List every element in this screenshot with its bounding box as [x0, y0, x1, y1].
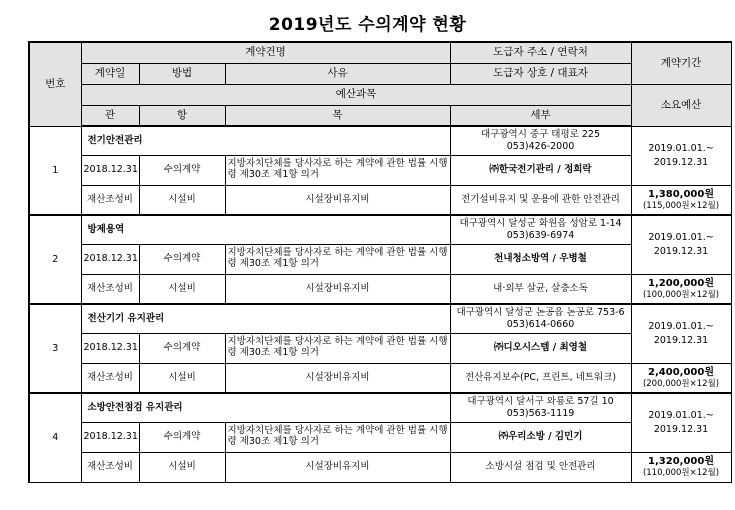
- contract-name: 전산기기 유지관리: [81, 304, 450, 333]
- budget-hang: 시설비: [139, 452, 225, 482]
- contract-reason: 지방자치단체를 당사자로 하는 계약에 관한 법률 시행령 제30조 제1항 의거: [225, 422, 450, 452]
- contract-reason: 지방자치단체를 당사자로 하는 계약에 관한 법률 시행령 제30조 제1항 의거: [225, 244, 450, 274]
- contractor-address: 대구광역시 달성군 논공읍 논공로 753-6: [456, 307, 625, 319]
- budget-mok: 시설장비유지비: [225, 274, 450, 304]
- header-row-2: [29, 63, 731, 84]
- contract-reason: 지방자치단체를 당사자로 하는 계약에 관한 법률 시행령 제30조 제1항 의거: [225, 333, 450, 363]
- header-mok: 목: [225, 105, 450, 126]
- contract-row-budget: [29, 185, 731, 215]
- contract-no: 2: [29, 215, 81, 304]
- period-start: 2019.01.01.~: [648, 410, 714, 422]
- contract-no: 1: [29, 126, 81, 215]
- contract-table: [28, 41, 732, 483]
- period-end: 2019.12.31: [653, 245, 709, 257]
- contractor-address-cell: [450, 393, 631, 422]
- header-budget-item: 예산과목: [81, 84, 631, 105]
- contractor-address: 대구광역시 달서구 와룡로 57길 10: [467, 396, 614, 408]
- contract-no: 4: [29, 393, 81, 482]
- budget-amount: 1,320,000원: [648, 455, 715, 467]
- period-end: 2019.12.31: [653, 423, 709, 435]
- contractor-phone: 053)563-1119: [506, 407, 575, 419]
- contract-name: 전기안전관리: [81, 126, 450, 155]
- header-hang: 항: [139, 105, 225, 126]
- contractor-company: 천내청소방역 / 우병철: [450, 244, 631, 274]
- period-end: 2019.12.31: [653, 156, 709, 168]
- budget-mok: 시설장비유지비: [225, 452, 450, 482]
- contract-method: 수의계약: [139, 333, 225, 363]
- header-row-1: [29, 42, 731, 63]
- contract-row-name: [29, 304, 731, 333]
- contract-date: 2018.12.31: [81, 155, 139, 185]
- contractor-phone: 053)639-6974: [506, 229, 575, 241]
- budget-detail: 소방시설 점검 및 안전관리: [450, 452, 631, 482]
- contract-period-cell: [631, 126, 731, 185]
- contractor-phone: 053)426-2000: [506, 140, 575, 152]
- contract-row-budget: [29, 274, 731, 304]
- budget-amount-detail: (200,000원×12월): [642, 378, 720, 389]
- contract-method: 수의계약: [139, 244, 225, 274]
- budget-gwan: 재산조성비: [81, 274, 139, 304]
- header-contract-name: 계약건명: [81, 42, 450, 63]
- header-budget: 소요예산: [631, 84, 731, 126]
- contract-method: 수의계약: [139, 422, 225, 452]
- header-row-4: [29, 105, 731, 126]
- budget-mok: 시설장비유지비: [225, 185, 450, 215]
- contractor-address: 대구광역시 중구 태평로 225: [481, 129, 600, 141]
- header-contractor-address: 도급자 주소 / 연락처: [450, 42, 631, 63]
- budget-amount: 1,200,000원: [648, 277, 715, 289]
- budget-amount-detail: (100,000원×12월): [642, 289, 720, 300]
- contract-row-detail: [29, 333, 731, 363]
- contractor-address: 대구광역시 달성군 화원읍 성암로 1-14: [459, 218, 622, 230]
- contract-reason: 지방자치단체를 당사자로 하는 계약에 관한 법률 시행령 제30조 제1항 의거: [225, 155, 450, 185]
- table-body: [29, 42, 731, 482]
- budget-amount-cell: [631, 185, 731, 215]
- contract-row-detail: [29, 244, 731, 274]
- budget-hang: 시설비: [139, 185, 225, 215]
- contract-period-cell: [631, 215, 731, 274]
- contract-row-budget: [29, 363, 731, 393]
- contract-row-name: [29, 126, 731, 155]
- budget-amount-detail: (115,000원×12월): [642, 200, 720, 211]
- budget-amount-cell: [631, 363, 731, 393]
- budget-amount: 2,400,000원: [648, 366, 715, 378]
- budget-gwan: 재산조성비: [81, 363, 139, 393]
- budget-gwan: 재산조성비: [81, 452, 139, 482]
- header-reason: 사유: [225, 63, 450, 84]
- budget-amount-cell: [631, 452, 731, 482]
- page-title: 2019년도 수의계약 현황: [268, 15, 467, 35]
- budget-hang: 시설비: [139, 363, 225, 393]
- header-gwan: 관: [81, 105, 139, 126]
- header-row-3: [29, 84, 731, 105]
- contract-row-detail: [29, 155, 731, 185]
- budget-amount-detail: (110,000원×12월): [642, 467, 720, 478]
- contract-method: 수의계약: [139, 155, 225, 185]
- contractor-phone: 053)614-0660: [506, 318, 575, 330]
- period-start: 2019.01.01.~: [648, 321, 714, 333]
- contractor-company: ㈜한국전기관리 / 정희락: [450, 155, 631, 185]
- budget-detail: 전산유지보수(PC, 프린트, 네트워크): [450, 363, 631, 393]
- contract-row-name: [29, 393, 731, 422]
- header-contractor-name: 도급자 상호 / 대표자: [450, 63, 631, 84]
- budget-mok: 시설장비유지비: [225, 363, 450, 393]
- budget-amount-cell: [631, 274, 731, 304]
- contractor-address-cell: [450, 126, 631, 155]
- budget-gwan: 재산조성비: [81, 185, 139, 215]
- budget-detail: 전기설비유지 및 운용에 관한 안전관리: [450, 185, 631, 215]
- contract-date: 2018.12.31: [81, 333, 139, 363]
- contract-row-budget: [29, 452, 731, 482]
- contract-name: 소방안전점검 유지관리: [81, 393, 450, 422]
- budget-amount: 1,380,000원: [648, 188, 715, 200]
- contract-name: 방제용역: [81, 215, 450, 244]
- header-semok: 세부: [450, 105, 631, 126]
- contract-no: 3: [29, 304, 81, 393]
- contractor-company: ㈜디오시스템 / 최영철: [450, 333, 631, 363]
- contractor-address-cell: [450, 304, 631, 333]
- contract-period-cell: [631, 304, 731, 363]
- contractor-address-cell: [450, 215, 631, 244]
- period-start: 2019.01.01.~: [648, 232, 714, 244]
- budget-detail: 내·외부 살균, 살충소독: [450, 274, 631, 304]
- contract-date: 2018.12.31: [81, 244, 139, 274]
- contractor-company: ㈜우리소방 / 김민기: [450, 422, 631, 452]
- contract-row-detail: [29, 422, 731, 452]
- header-no: 번호: [29, 42, 81, 126]
- contract-date: 2018.12.31: [81, 422, 139, 452]
- header-method: 방법: [139, 63, 225, 84]
- budget-hang: 시설비: [139, 274, 225, 304]
- period-start: 2019.01.01.~: [648, 143, 714, 155]
- contract-row-name: [29, 215, 731, 244]
- period-end: 2019.12.31: [653, 334, 709, 346]
- header-contract-date: 계약일: [81, 63, 139, 84]
- header-period: 계약기간: [631, 42, 731, 84]
- contract-period-cell: [631, 393, 731, 452]
